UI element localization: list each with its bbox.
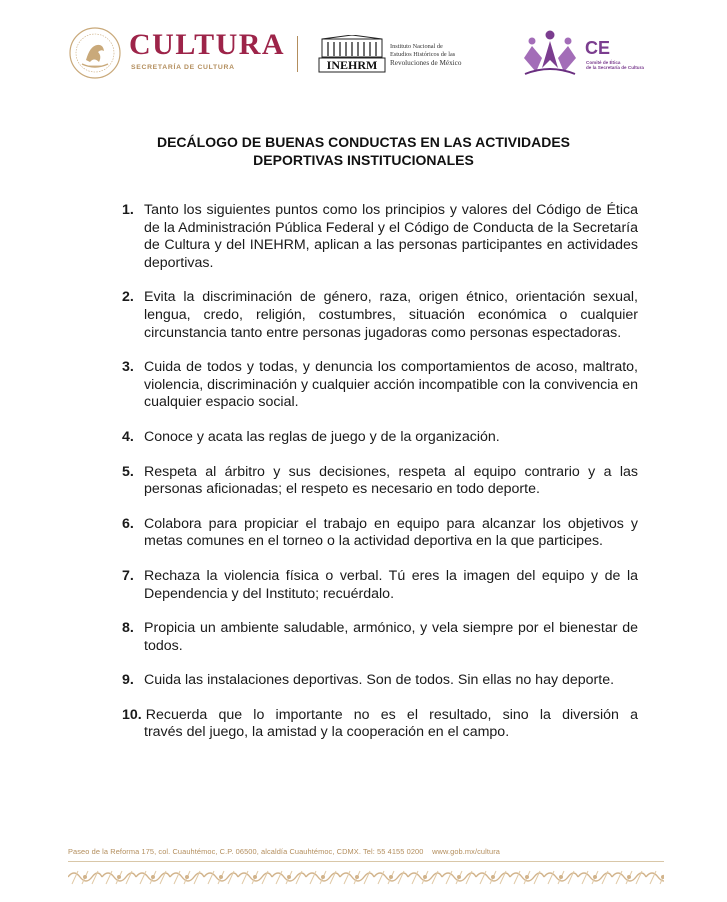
cultura-wordmark: CULTURA — [129, 28, 286, 61]
logo-divider — [297, 36, 298, 72]
list-item — [122, 359, 638, 412]
item-text: Evita la discriminación de género, raza, origen étnico, orientación sexual, lengua, credo, religión, costumbres, situación económica o cualquier circunstancia tanto entre personas jugadoras como personas espectadoras. — [144, 289, 638, 341]
item-text: Propicia un ambiente saludable, armónico, y vela siempre por el bienestar de todos. — [144, 620, 638, 654]
item-text: Cuida de todos y todas, y denuncia los comportamientos de acoso, maltrato, violencia, discriminación y cualquier acción incompatible con la convivencia en cualquier espacio social. — [144, 359, 638, 411]
item-text: Conoce y acata las reglas de juego y de la organización. — [144, 428, 500, 445]
document-title-line-1: DECÁLOGO DE BUENAS CONDUCTAS EN LAS ACTIVIDADES — [156, 134, 571, 150]
list-item — [122, 707, 638, 742]
item-text: Tanto los siguientes puntos como los principios y valores del Código de Ética de la Administración Pública Federal y el Código de Conducta de la Secretaría de Cultura y del INEHRM, aplican a las personas participantes en actividades deportivas. — [144, 202, 638, 271]
list-item — [122, 620, 638, 655]
list-item — [122, 464, 638, 499]
item-number: 6. — [122, 515, 134, 532]
ce-subtitle: Comité de Ética de la Secretaría de Cultura — [586, 60, 644, 71]
decalogue-list — [122, 202, 638, 742]
letterhead — [0, 0, 727, 100]
decorative-pattern-band — [68, 868, 664, 886]
item-number: 3. — [122, 359, 134, 376]
mexico-coat-of-arms-icon — [68, 26, 122, 80]
item-number: 2. — [122, 289, 134, 306]
inehrm-name: Instituto Nacional de Estudios Históricos de las Revoluciones de México — [390, 43, 462, 67]
footer-contact — [68, 847, 500, 856]
list-item — [122, 289, 638, 342]
list-item — [122, 568, 638, 603]
item-number: 5. — [122, 463, 134, 480]
document-title — [0, 133, 727, 169]
item-number: 10. — [122, 706, 142, 723]
document-title-line-2: DEPORTIVAS INSTITUCIONALES — [253, 152, 474, 168]
item-text: Respeta al árbitro y sus decisiones, respeta al equipo contrario y a las personas aficionadas; el respeto es necesario en todo deporte. — [144, 463, 638, 498]
item-text: Recuerda que lo importante no es el resultado, sino la diversión a — [145, 706, 638, 723]
ce-wordmark: CE — [585, 38, 611, 58]
item-text: Rechaza la violencia física o verbal. Tú eres la imagen del equipo y de la Dependencia y del Instituto; recuérdalo. — [144, 567, 638, 602]
list-item — [122, 202, 638, 272]
list-item — [122, 516, 638, 551]
inehrm-building-icon — [318, 35, 386, 73]
item-number: 7. — [122, 567, 134, 584]
item-text-continuation: través del juego, la amistad y la cooperación en el campo. — [144, 724, 510, 741]
footer-divider — [68, 861, 664, 862]
item-number: 4. — [122, 428, 134, 445]
item-text: Colabora para propiciar el trabajo en equipo para alcanzar los objetivos y metas comunes en el torneo o la actividad deportiva en la que participes. — [144, 515, 638, 550]
list-item — [122, 672, 638, 690]
footer-address: Paseo de la Reforma 175, col. Cuauhtémoc, C.P. 06500, alcaldía Cuauhtémoc, CDMX. Tel: 55 4155 0200 — [68, 847, 424, 856]
item-number: 9. — [122, 672, 134, 689]
footer-website: www.gob.mx/cultura — [432, 847, 501, 856]
item-number: 8. — [122, 620, 134, 637]
item-number: 1. — [122, 202, 134, 218]
inehrm-logo-text: INEHRM — [326, 58, 378, 72]
cultura-subtitle: SECRETARÍA DE CULTURA — [131, 64, 235, 71]
list-item — [122, 429, 638, 447]
item-text: Cuida las instalaciones deportivas. Son de todos. Sin ellas no hay deporte. — [144, 672, 615, 689]
ethics-committee-figures-icon — [520, 28, 580, 78]
